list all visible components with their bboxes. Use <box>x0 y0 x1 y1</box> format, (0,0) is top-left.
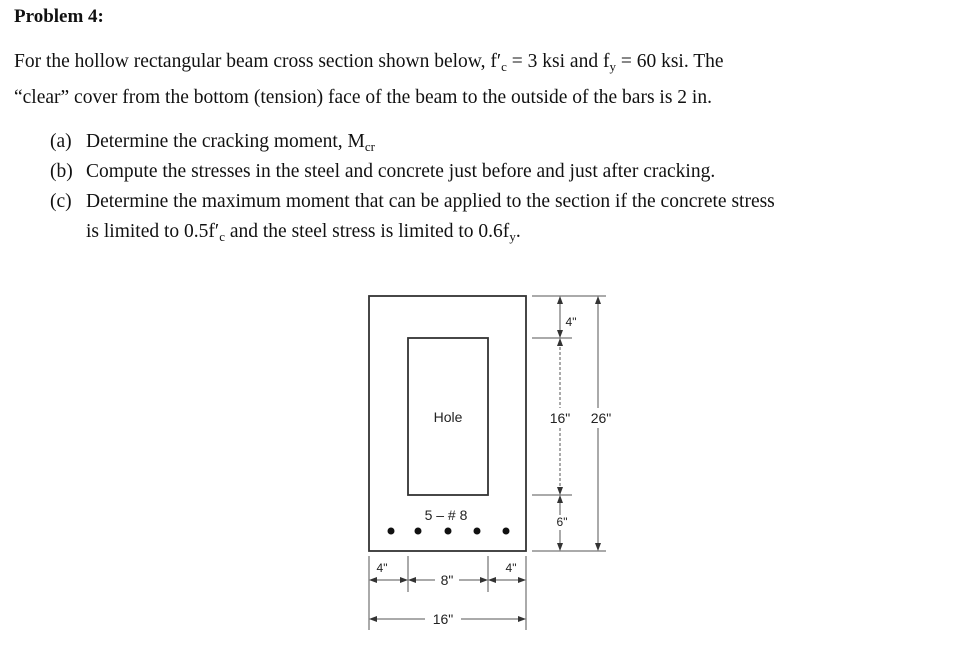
dim-left-wall: 4" <box>376 561 388 575</box>
rebar <box>388 528 395 535</box>
bars-label: 5 – # 8 <box>424 507 468 523</box>
hole-outline <box>408 338 488 495</box>
dim-total-height: 26" <box>590 410 612 426</box>
vertical-dimensions <box>532 296 611 551</box>
statement-line-2: “clear” cover from the bottom (tension) face of the beam to the outside of the bars is 2 in. <box>14 87 712 108</box>
dim-total-width: 16" <box>432 611 454 627</box>
rebar <box>415 528 422 535</box>
dim-top-cover: 4" <box>565 315 577 329</box>
part-c: (c) Determine the maximum moment that can be applied to the section if the concrete stress <box>50 191 775 212</box>
dim-bottom: 6" <box>556 515 568 529</box>
dim-right-wall: 4" <box>505 561 517 575</box>
problem-statement <box>14 46 939 113</box>
horizontal-dimensions <box>369 556 526 630</box>
problem-title: Problem 4: <box>14 6 104 27</box>
dim-hole-width: 8" <box>440 572 454 588</box>
statement-line-1: For the hollow rectangular beam cross section shown below, $f'_c = 3$ ksi and $f_y = 60$ ksi. The <box>14 51 724 74</box>
rebar <box>445 528 452 535</box>
part-b: (b) Compute the stresses in the steel and concrete just before and just after cracking. <box>50 161 716 182</box>
rebar <box>503 528 510 535</box>
dim-hole-height: 16" <box>549 410 571 426</box>
hole-label: Hole <box>433 409 463 425</box>
part-a: (a) Determine the cracking moment, $M_{cr}$ <box>50 131 375 154</box>
part-c-continued: is limited to $0.5f'_c$ and the steel stress is limited to $0.6f_y$. <box>86 221 521 244</box>
beam-outline <box>369 296 526 551</box>
rebar <box>474 528 481 535</box>
